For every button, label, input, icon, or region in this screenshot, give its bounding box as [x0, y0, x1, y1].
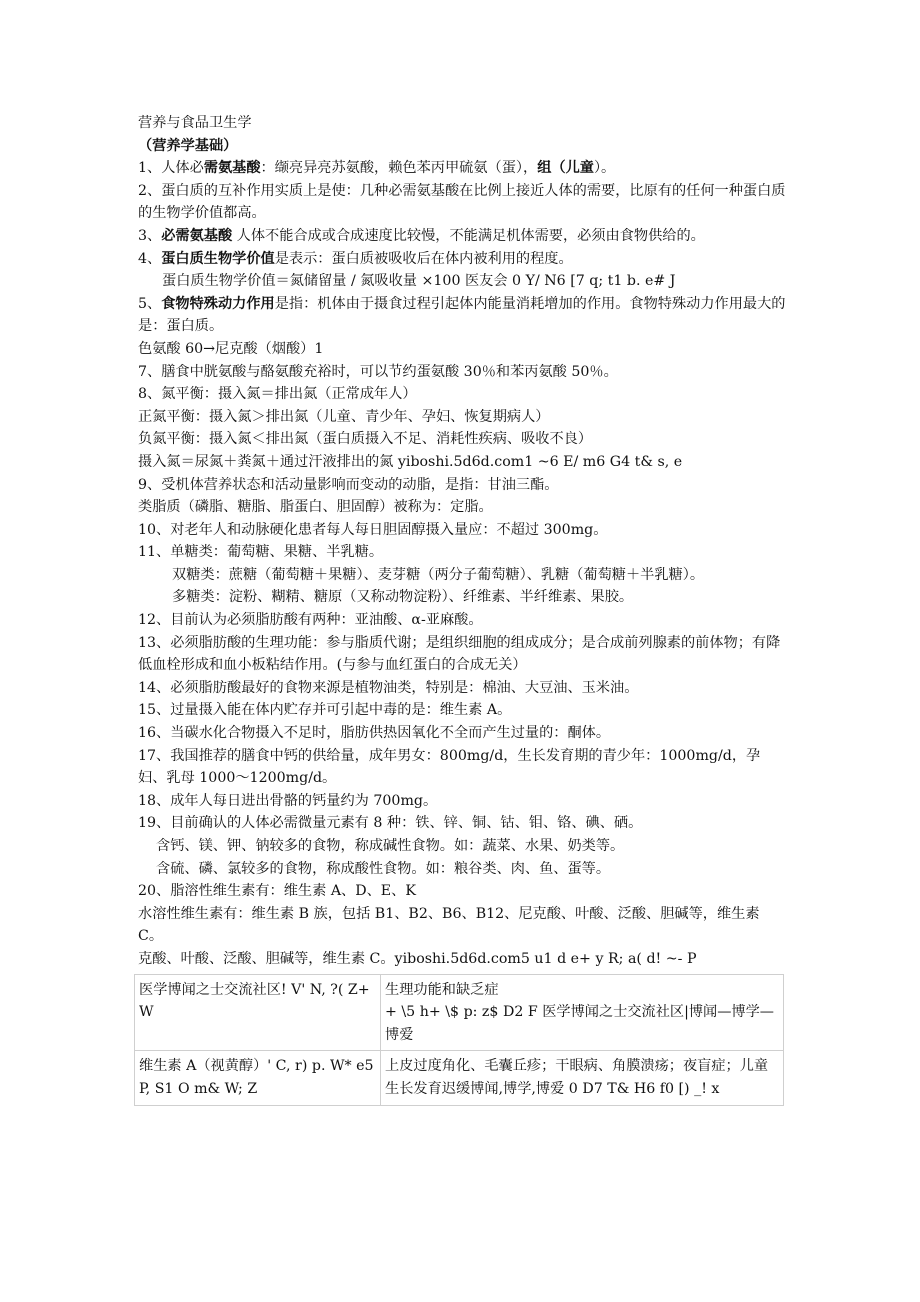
- item-8-negative: 负氮平衡：摄入氮＜排出氮（蛋白质摄入不足、消耗性疾病、吸收不良）: [138, 431, 593, 448]
- item-18: 18、成年人每日进出骨骼的钙量约为 700mg。: [138, 792, 438, 809]
- item-4-formula: 蛋白质生物学价值＝氮储留量 / 氮吸收量 ×100 医友会 0 Y/ N6 [7 q; t1 b. e# J: [162, 273, 676, 290]
- item-12: 12、目前认为必须脂肪酸有两种：亚油酸、α-亚麻酸。: [138, 612, 483, 629]
- section-heading: （营养学基础）: [138, 137, 238, 154]
- item-2: 2、蛋白质的互补作用实质上是使：几种必需氨基酸在比例上接近人体的需要，比原有的任何一种蛋白质的生物学价值都高。: [138, 182, 786, 222]
- item-20-water-soluble: 水溶性维生素有：维生素 B 族，包括 B1、B2、B6、B12、尼克酸、叶酸、泛酸、胆碱等，维生素 C。: [138, 905, 760, 945]
- item-20-tail: 克酸、叶酸、泛酸、胆碱等，维生素 C。yiboshi.5d6d.com5 u1 d e+ y R; a( d! ~- P: [138, 950, 697, 967]
- doc-title: 营养与食品卫生学: [138, 115, 252, 131]
- item-7: 7、膳食中胱氨酸与酪氨酸充裕时，可以节约蛋氨酸 30％和苯丙氨酸 50％。: [138, 363, 618, 380]
- item-17: 17、我国推荐的膳食中钙的供给量，成年男女：800mg/d，生长发育期的青少年：1000mg/d，孕妇、乳母 1000～1200mg/d。: [138, 747, 761, 787]
- item-20: 20、脂溶性维生素有：维生素 A、D、E、K: [138, 883, 416, 900]
- table-cell: 维生素 A（视黄醇）' C, r) p. W* e5 P, S1 O m& W; Z: [135, 1051, 381, 1105]
- item-11: 11、单糖类：葡萄糖、果糖、半乳糖。: [138, 544, 384, 561]
- item-19: 19、目前确认的人体必需微量元素有 8 种：铁、锌、铜、钴、钼、铬、碘、硒。: [138, 815, 643, 832]
- item-14: 14、必须脂肪酸最好的食物来源是植物油类，特别是：棉油、大豆油、玉米油。: [138, 679, 639, 696]
- item-11-disaccharides: 双糖类：蔗糖（葡萄糖＋果糖）、麦芽糖（两分子葡萄糖）、乳糖（葡萄糖＋半乳糖）。: [172, 566, 705, 583]
- document-page: [138, 112, 788, 1106]
- table-row: [135, 1051, 784, 1105]
- item-11-polysaccharides: 多糖类：淀粉、糊精、糖原（又称动物淀粉）、纤维素、半纤维素、果胶。: [172, 589, 634, 606]
- item-15: 15、过量摄入能在体内贮存并可引起中毒的是：维生素 A。: [138, 702, 512, 719]
- item-16: 16、当碳水化合物摄入不足时，脂肪供热因氧化不全而产生过量的：酮体。: [138, 725, 611, 742]
- table-cell: 医学博闻之士交流社区! V' N, ?( Z+ W: [135, 974, 381, 1051]
- item-5: 5、食物特殊动力作用是指：机体由于摄食过程引起体内能量消耗增加的作用。食物特殊动力作用最大的是：蛋白质。: [138, 295, 786, 335]
- item-1: 1、人体必需氨基酸：缬亮异亮苏氨酸，赖色苯丙甲硫氨（蛋），组（儿童）。: [138, 160, 616, 177]
- table-row: [135, 974, 784, 1051]
- item-10: 10、对老年人和动脉硬化患者每人每日胆固醇摄入量应：不超过 300mg。: [138, 521, 608, 538]
- item-13: 13、必须脂肪酸的生理功能：参与脂质代谢；是组织细胞的组成成分；是合成前列腺素的前体物；有降低血栓形成和血小板粘结作用。(与参与血红蛋白的合成无关）: [138, 634, 781, 674]
- vitamin-table: [134, 974, 784, 1106]
- item-8: 8、氮平衡：摄入氮＝排出氮（正常成年人）: [138, 386, 417, 403]
- table-cell: 生理功能和缺乏症 + \5 h+ \$ p: z$ D2 F 医学博闻之士交流社区|博闻—博学—博爱: [381, 974, 784, 1051]
- item-19-alkaline: 含钙、镁、钾、钠较多的食物，称成碱性食物。如：蔬菜、水果、奶类等。: [156, 838, 625, 854]
- item-9: 9、受机体营养状态和活动量影响而变动的动脂，是指：甘油三酯。: [138, 476, 559, 493]
- item-3: 3、必需氨基酸 人体不能合成或合成速度比较慢，不能满足机体需要，必须由食物供给的。: [138, 227, 705, 244]
- item-6: 色氨酸 60→尼克酸（烟酸）1: [138, 340, 324, 357]
- table-cell: 上皮过度角化、毛囊丘疹；干眼病、角膜溃疡；夜盲症；儿童生长发育迟缓博闻,博学,博爱 0 D7 T& H6 f0 [) _! x: [381, 1051, 784, 1105]
- item-8-intake: 摄入氮＝尿氮＋粪氮＋通过汗液排出的氮 yiboshi.5d6d.com1 ~6 E/ m6 G4 t& s, e: [138, 453, 683, 470]
- item-8-positive: 正氮平衡：摄入氮＞排出氮（儿童、青少年、孕妇、恢复期病人）: [138, 408, 550, 425]
- item-4: 4、蛋白质生物学价值是表示：蛋白质被吸收后在体内被利用的程度。: [138, 250, 573, 267]
- item-9-lipids: 类脂质（磷脂、糖脂、脂蛋白、胆固醇）被称为：定脂。: [138, 499, 493, 516]
- item-19-acidic: 含硫、磷、氯较多的食物，称成酸性食物。如：粮谷类、肉、鱼、蛋等。: [156, 860, 611, 877]
